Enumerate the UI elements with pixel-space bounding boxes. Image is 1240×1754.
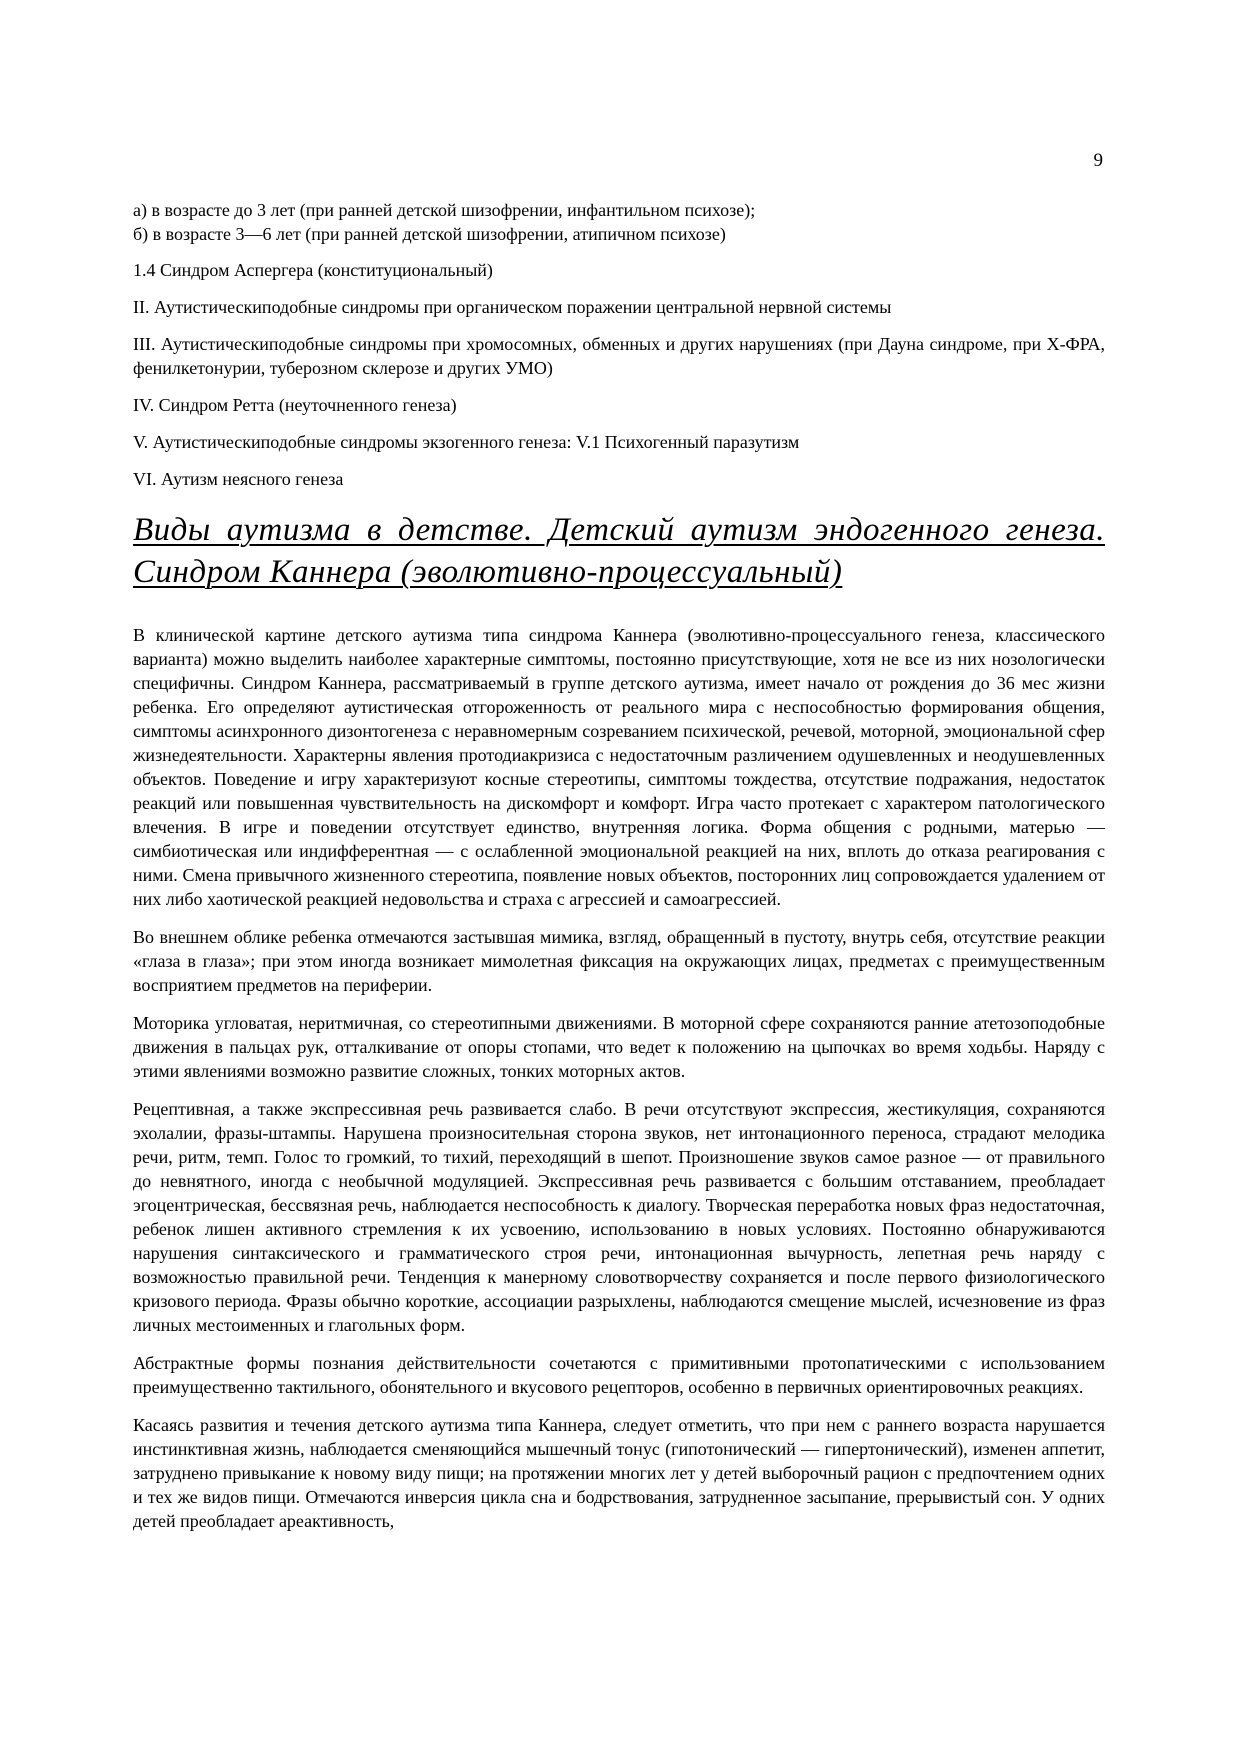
classification-item-asperger: 1.4 Синдром Аспергера (конституциональный): [133, 260, 493, 280]
classification-item-rett: IV. Синдром Ретта (неуточненного генеза): [133, 395, 457, 415]
page-number: 9: [1093, 150, 1103, 171]
list-item-a: а) в возрасте до 3 лет (при ранней детской шизофрении, инфантильном психозе);: [133, 200, 756, 220]
paragraph-appearance: Во внешнем облике ребенка отмечаются застывшая мимика, взгляд, обращенный в пустоту, внутрь себя, отсутствие реакции «глаза в глаза»; при этом иногда возникает мимолетная фиксация на окружающих лицах, предметах с преимущественным восприятием предметов на периферии.: [133, 927, 1105, 995]
age-list: [133, 198, 1105, 246]
list-item-b: б) в возрасте 3—6 лет (при ранней детской шизофрении, атипичном психозе): [133, 224, 726, 244]
paragraph-cognition: Абстрактные формы познания действительности сочетаются с примитивными протопатическими с использованием преимущественно тактильного, обонятельного и вкусового рецепторов, особенно в первичных ориентировочных реакциях.: [133, 1353, 1105, 1397]
classification-item-chromosomal: III. Аутистическиподобные синдромы при хромосомных, обменных и других нарушениях (при Дауна синдроме, при X-ФРА, фенилкетонурии, туберозном склерозе и других УМО): [133, 334, 1105, 378]
paragraph-motor: Моторика угловатая, неритмичная, со стереотипными движениями. В моторной сфере сохраняются ранние атетозоподобные движения в пальцах рук, отталкивание от опоры стопами, что ведет к положению на цыпочках во время ходьбы. Наряду с этими явлениями возможно развитие сложных, тонких моторных актов.: [133, 1013, 1105, 1081]
paragraph-development: Касаясь развития и течения детского аутизма типа Каннера, следует отметить, что при нем с раннего возраста нарушается инстинктивная жизнь, наблюдается сменяющийся мышечный тонус (гипотонический — гипертонический), изменен аппетит, затруднено привыкание к новому виду пищи; на протяжении многих лет у детей выборочный рацион с предпочтением одних и тех же видов пищи. Отмечаются инверсия цикла сна и бодрствования, затрудненное засыпание, прерывистый сон. У одних детей преобладает ареактивность,: [133, 1415, 1105, 1531]
section-heading: Виды аутизма в детстве. Детский аутизм эндогенного генеза. Синдром Каннера (эволютивно-процессуальный): [133, 512, 1105, 590]
page-content: [133, 198, 1105, 1547]
paragraph-speech: Рецептивная, а также экспрессивная речь развивается слабо. В речи отсутствуют экспрессия, жестикуляция, сохраняются эхолалии, фразы-штампы. Нарушена произносительная сторона звуков, нет интонационного переноса, страдают мелодика речи, ритм, темп. Голос то громкий, то тихий, переходящий в шепот. Произношение звуков самое разное — от правильного до невнятного, иногда с необычной модуляцией. Экспрессивная речь развивается с большим отставанием, преобладает эгоцентрическая, бессвязная речь, наблюдается неспособность к диалогу. Творческая переработка новых фраз недостаточная, ребенок лишен активного стремления к их усвоению, использованию в новых условиях. Постоянно обнаруживаются нарушения синтаксического и грамматического строя речи, интонационная вычурность, лепетная речь наряду с возможностью правильной речи. Тенденция к манерному словотворчеству сохраняется и после первого физиологического кризового периода. Фразы обычно короткие, ассоциации разрыхлены, наблюдаются смещение мыслей, исчезновение из фраз личных местоименных и глагольных форм.: [133, 1099, 1105, 1335]
classification-item-organic: II. Аутистическиподобные синдромы при органическом поражении центральной нервной системы: [133, 297, 892, 317]
classification-item-unclear: VI. Аутизм неясного генеза: [133, 469, 344, 489]
paragraph-clinical-picture: В клинической картине детского аутизма типа синдрома Каннера (эволютивно-процессуального генеза, классического варианта) можно выделить наиболее характерные симптомы, постоянно присутствующие, хотя не все из них нозологически специфичны. Синдром Каннера, рассматриваемый в группе детского аутизма, имеет начало от рождения до 36 мес жизни ребенка. Его определяют аутистическая отгороженность от реального мира с неспособностью формирования общения, симптомы асинхронного дизонтогенеза с неравномерным созреванием психической, речевой, моторной, эмоциональной сфер жизнедеятельности. Характерны явления протодиакризиса с недостаточным различением одушевленных и неодушевленных объектов. Поведение и игру характеризуют косные стереотипы, симптомы тождества, отсутствие подражания, недостаток реакций или повышенная чувствительность на дискомфорт и комфорт. Игра часто протекает с характером патологического влечения. В игре и поведении отсутствует единство, внутренняя логика. Форма общения с родными, матерью — симбиотическая или индифферентная — с ослабленной эмоциональной реакцией на них, вплоть до отказа реагирования с ними. Смена привычного жизненного стереотипа, появление новых объектов, посторонних лиц сопровождается удалением от них либо хаотической реакцией недовольства и страха с агрессией и самоагрессией.: [133, 625, 1105, 909]
classification-item-exogenous: V. Аутистическиподобные синдромы экзогенного генеза: V.1 Психогенный паразутизм: [133, 432, 800, 452]
